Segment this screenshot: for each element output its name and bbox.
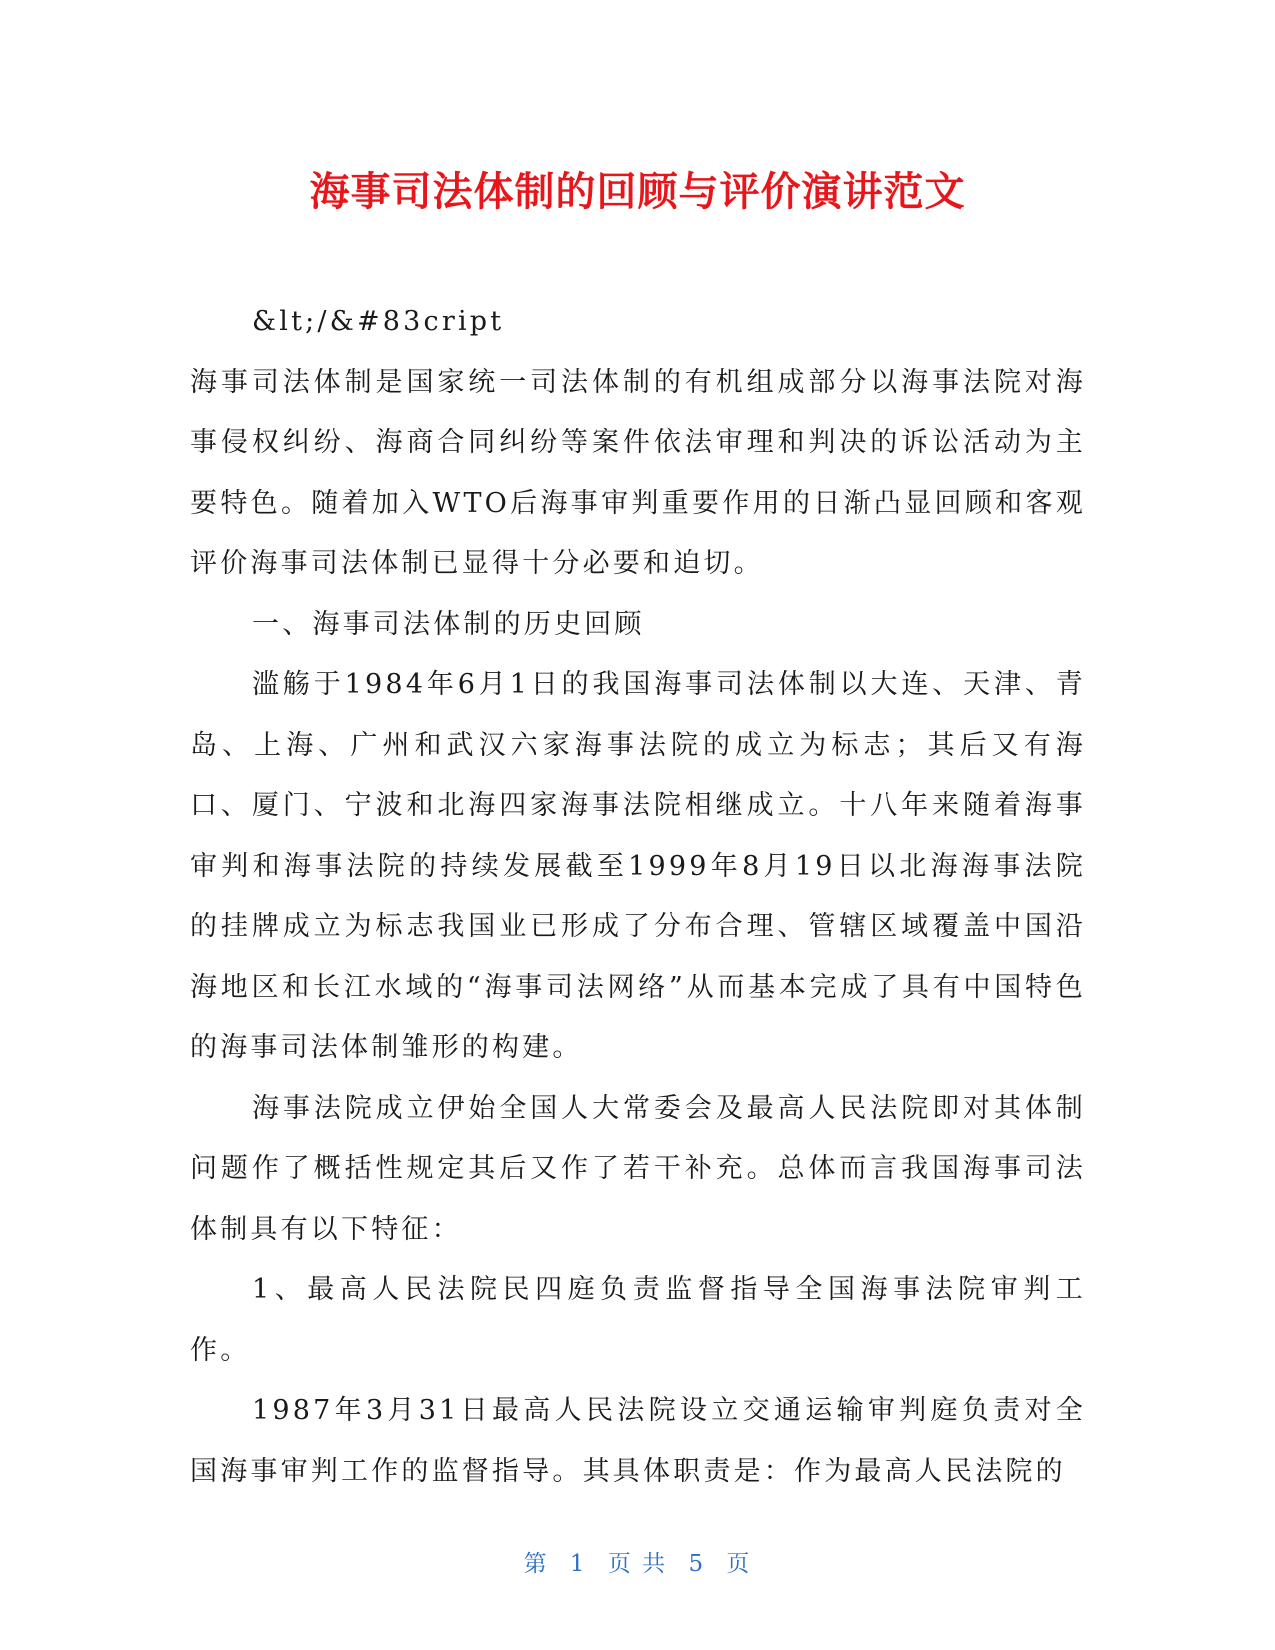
paragraph-1987: 1987年3月31日最高人民法院设立交通运输审判庭负责对全国海事审判工作的监督指导。其具体职责是：作为最高人民法院的 (190, 1395, 1086, 1487)
page-number-total: 5 (688, 1551, 706, 1577)
page-label-mid: 页 共 (607, 1551, 668, 1577)
page-label-prefix: 第 (523, 1551, 549, 1577)
page-footer (0, 1545, 1275, 1578)
paragraph-script-artifact: &lt;/&#83cript (252, 306, 505, 337)
document-title: 海事司法体制的回顾与评价演讲范文 (309, 169, 966, 215)
paragraph-intro: 海事司法体制是国家统一司法体制的有机组成部分以海事法院对海事侵权纠纷、海商合同纠纷等案件依法审理和判决的诉讼活动为主要特色。随着加入WTO后海事审判重要作用的日渐凸显回顾和客观评价海事司法体制已显得十分必要和迫切。 (190, 366, 1086, 579)
document-body (190, 292, 1086, 1502)
paragraph-history: 滥觞于1984年6月1日的我国海事司法体制以大连、天津、青岛、上海、广州和武汉六家海事法院的成立为标志；其后又有海口、厦门、宁波和北海四家海事法院相继成立。十八年来随着海事审判和海事法院的持续发展截至1999年8月19日以北海海事法院的挂牌成立为标志我国业已形成了分布合理、管辖区域覆盖中国沿海地区和长江水域的“海事司法网络”从而基本完成了具有中国特色的海事司法体制雏形的构建。 (190, 669, 1086, 1063)
section-heading-history: 一、海事司法体制的历史回顾 (252, 608, 645, 640)
list-item-1: 1、最高人民法院民四庭负责监督指导全国海事法院审判工作。 (190, 1274, 1086, 1366)
page-label-suffix: 页 (726, 1551, 752, 1577)
page-number-current: 1 (569, 1551, 587, 1577)
paragraph-features: 海事法院成立伊始全国人大常委会及最高人民法院即对其体制问题作了概括性规定其后又作了若干补充。总体而言我国海事司法体制具有以下特征： (190, 1092, 1086, 1245)
